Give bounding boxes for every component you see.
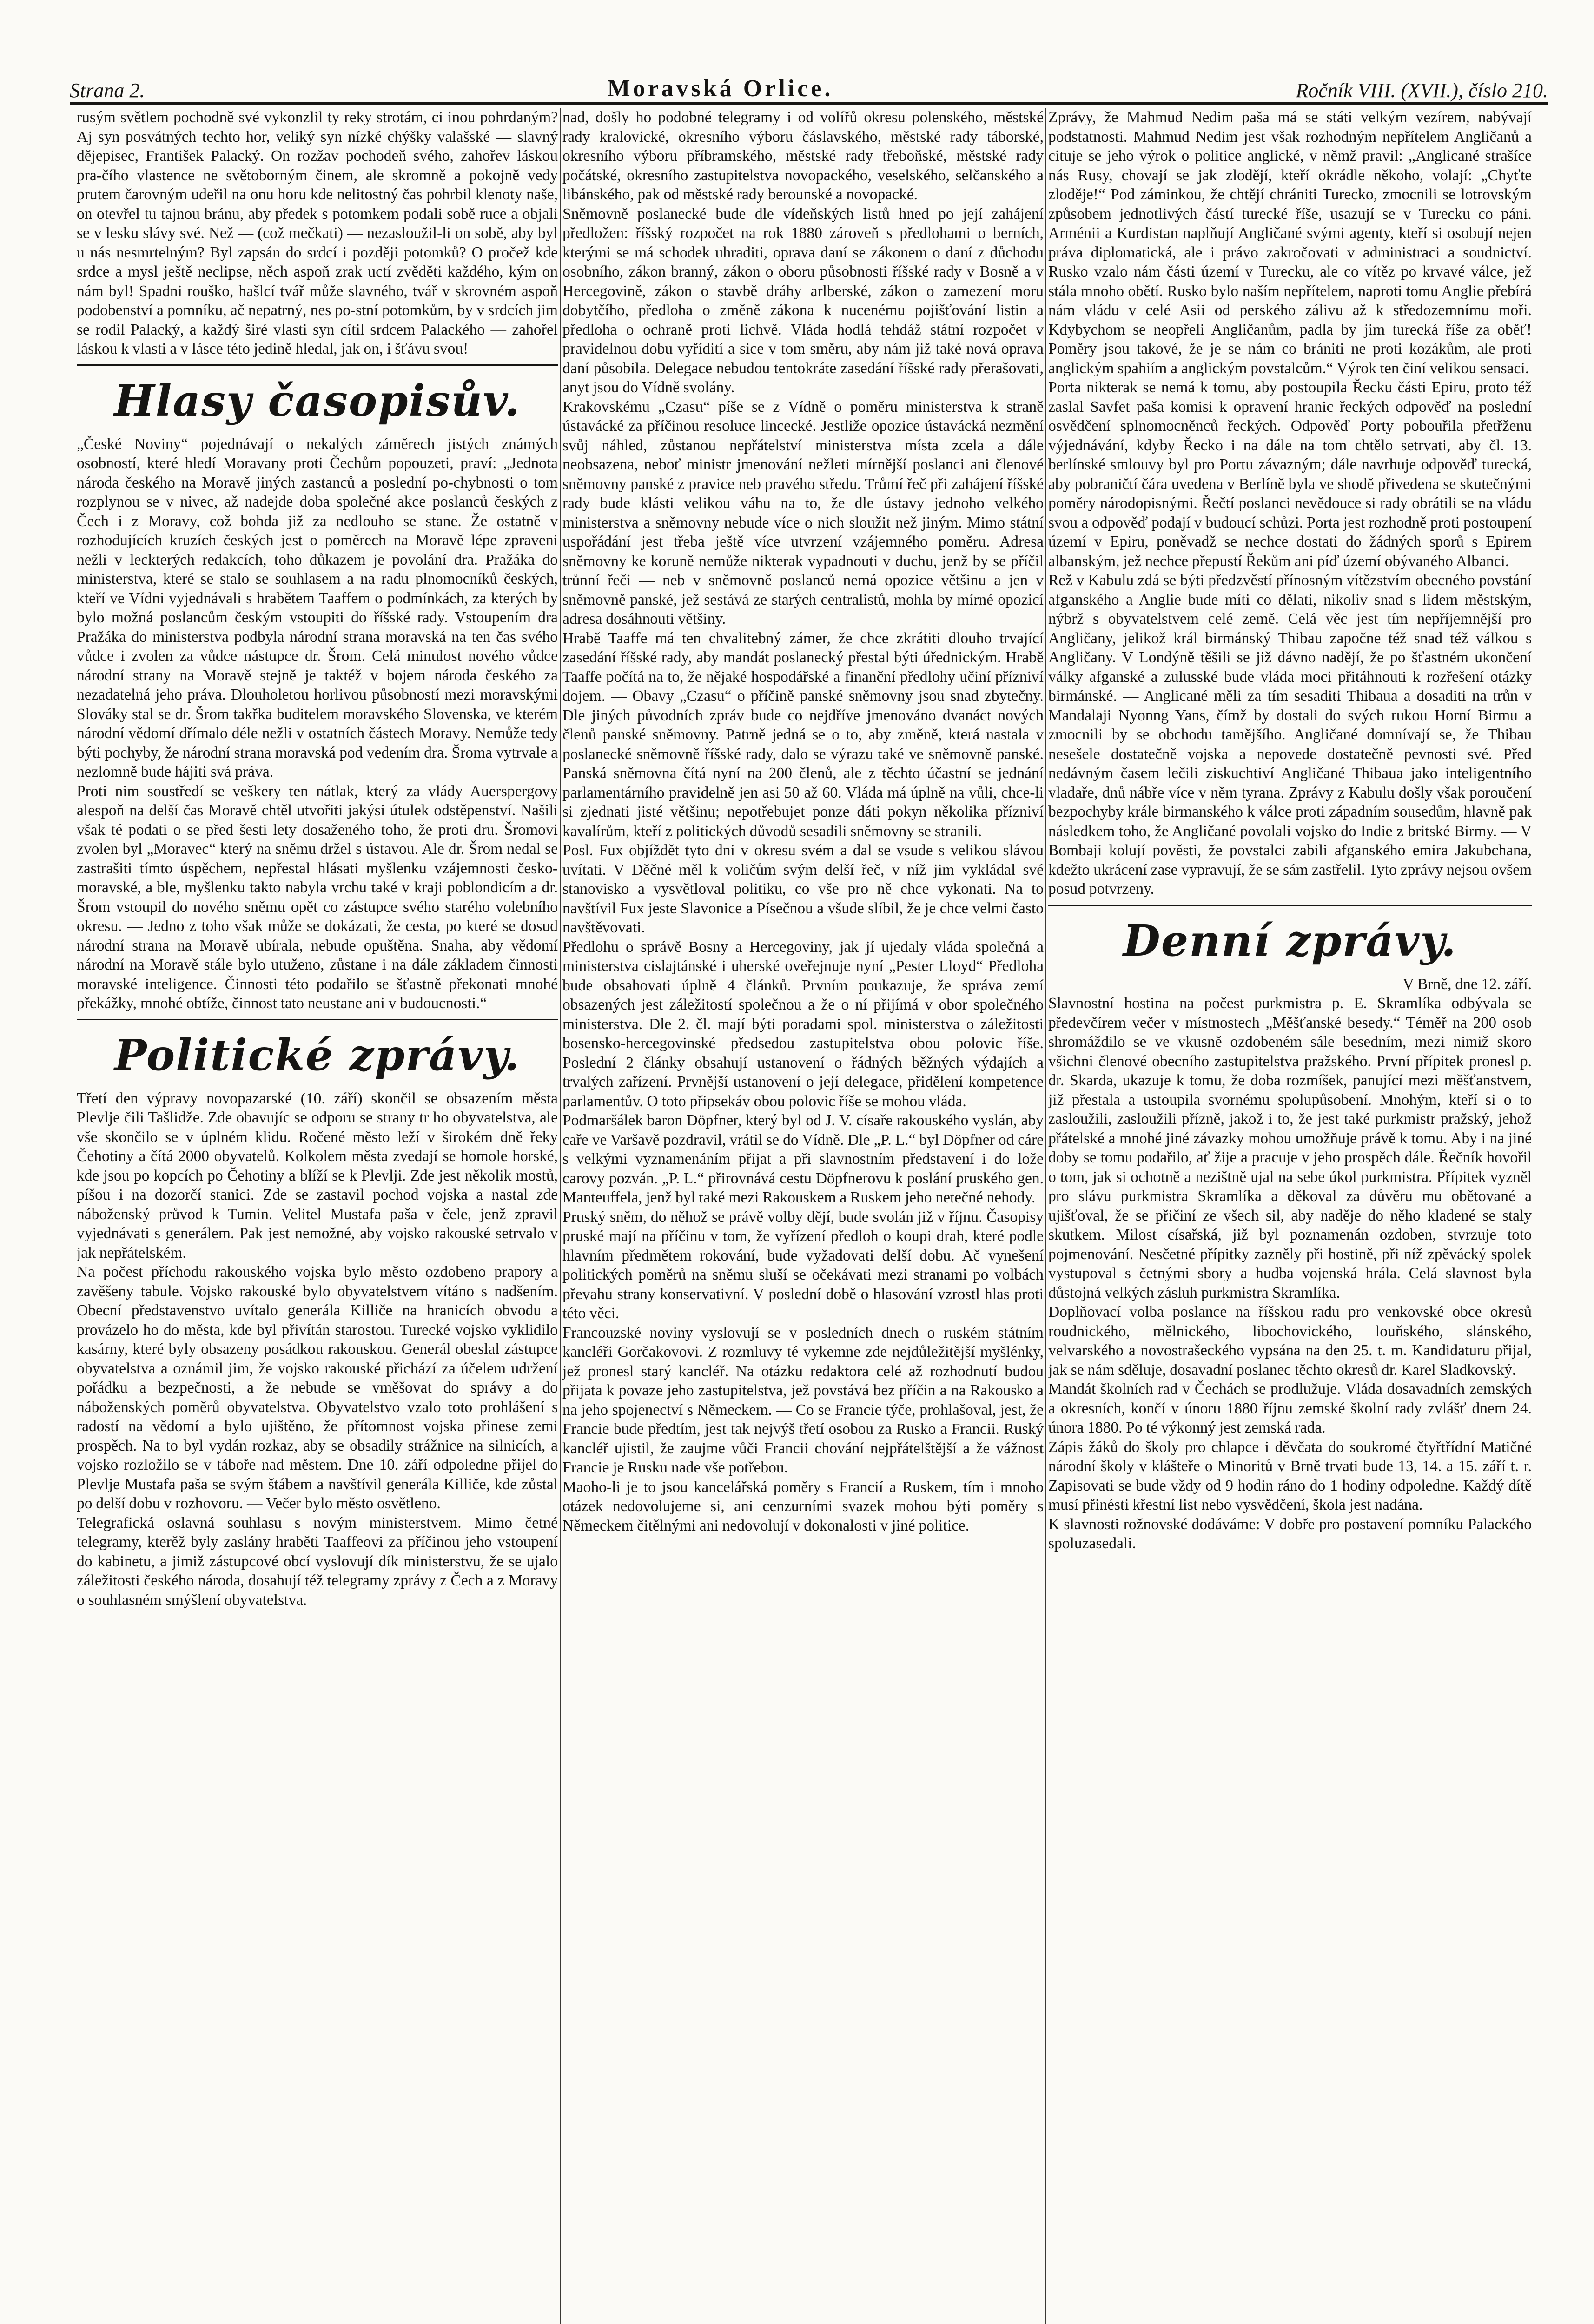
column-2 <box>562 108 1044 2324</box>
article-dopfner: Podmaršálek baron Döpfner, který byl od J. V. císaře rakouského vyslán, aby caře ve Varšavě pozdravil, vrátil se do Vídně. Dle „P. L.“ byl Döpfner od cáre s velkými vyznamenáním přijat a při slavnostním představení i do lože carovy pozván. „P. L.“ přirovnává cestu Döpfnerovu k poslání pruského gen. Manteuffela, jenž byl také mezi Rakouskem a Ruskem jeho netečné nehody. <box>562 1112 1044 1206</box>
article-palacky-end: rusým světlem pochodně své vykonzlil ty reky strotám, ci inou pohrdaným? Aj syn posvátných techto hor, veliký syn nízké chýšky valašské — slavný dějepisec, František Palacký. On rozžav pochodeň svého, zahořev láskou pra-čího vlastence ne světoborným činem, ale skromně a pokojně vedy prutem čarovným udeřil na onu horu kde nelitostný čas pohrbil klenoty naše, on otevřel tu tajnou bránu, aby předek s potomkem podali sobě ruce a objali se v lesku slávy své. Než — (což mečkati) — nezasloužil-li on sobě, aby byl u nás nesmrtelným? Byl zapsán do srdcí i později potomků? O pročež kde srdce a mysl ještě neclipse, něch aspoň zrak uctí zvěděti každého, kým on nám byl! Spadni rouško, hašlcí tvář může slavného, tvář v skrovném aspoň podobenství a pomníku, ač nepatrný, nes po-stní potomkům, by v srdcích jim se rodil Palacký, a každý širé vlasti syn cítil srdcem Palackého — zahořel láskou k vlasti a v lásce této jedině hledal, jak on, i šťávu svou! <box>77 109 558 357</box>
page-header <box>70 53 1548 105</box>
article-snemovna: Sněmovně poslanecké bude dle vídeňských listů hned po její zahájení předložen: říšský rozpočet na rok 1880 zároveň s předlohami o berních, kterými se má schodek uhraditi, oprava daní se zákonem o daní z důchodu osobního, zákon branný, zákon o oboru působnosti říšské rady v Bosně a v Hercegovině, zákon o stavbě dráhy arlberské, zákon o zamezení moru dobytčího, předloha o změně zákona k nucenému pojišťování listin a předloha o ochraně proti lichvě. Vláda hodlá tehdáž státní rozpočet v pravidelnou dobu vyřídití a sice v tom směru, aby nám již také nová oprava daní působila. Delegace nebudou tentokráte zasedání říšské rady přerašovati, anyt jsou do Vídně svolány. <box>562 205 1044 396</box>
column-1 <box>77 108 558 2324</box>
article-kabul-birma: Rež v Kabulu zdá se býti předzvěstí přínosným vítězstvím obecného povstání afganského a Anglie bude míti co dělati, nikoliv snad s lidem městským, nýbrž s obyvatelstvem celé země. Celá věc jest tím nepříjemnější pro Angličany, jelikož král birmánský Thibau započne též snad též válkou s Angličany. V Londýně těšili se již dávno nadějí, že po šťastném ukončení války afganské a zulusské bude vláda moci přitáhnouti k rozřešení otázky birmánské. — Anglicané měli za tím sesaditi Thibaua a dosaditi na trůn v Mandalaji Nyonng Yans, čímž by dostali do svých rukou Horní Birmu a zmocnili by se obchodu tamějšího. Angličané domnívají se, že Thibau nesešele dostatečně vojska a nepovede dostatečně pevnosti své. Před nedávným časem lečili ziskuchtiví Angličané Thibaua jako inteligentního vladaře, dnů nábře více v něm tyrana. Zprávy z Kabulu došly však poroučení bezpochyby krále birmanského k válce proti západním sousedům, hlavně pak následkem toho, že Angličané povolali vojsko do Indie z britské Birmy. — V Bombaji kolují pověsti, že povstalci zabili afganského emira Jakubchana, kdežto ukrácení zase vypravují, že se sám zastřelil. Tyto zprávy nejsou ovšem posud potvrzeny. <box>1048 572 1532 898</box>
section-rule <box>77 1019 558 1020</box>
article-ceske-noviny-cont: Proti nim soustředí se veškery ten nátlak, který za vlády Auerspergovy alespoň na delší čas Moravě chtěl utvořiti jakýsi útulek odstěpenství. Našili však té podati o se před šesti lety dosaženého toho, že proti dru. Šromovi zvolen byl „Moravec“ který na sněmu držel s ústavou. Ale dr. Šrom nedal se zastrašiti tímto úspěchem, nepřestal hlásati myšlenku vzájemnosti česko-moravské, a ble, myšlenku takto nabyla vrchu také v kraji poblondicím a dr. Šrom vstoupil do nového sněmu opět co zástupce svého starého volebního okresu. — Jedno z toho však může se dokázati, že cesta, po které se dosud národní strana na Moravě ubírala, nebude opuštěna. Snaha, aby vědomí národní na Moravě stále bylo utuženo, zůstane i na dále základem činnosti moravské inteligence. Činnosti této podařilo se šťastně překonati mnohé překážky, mnohé obtíže, činnost tato neustane ani v budoucnosti.“ <box>77 782 558 1012</box>
section-heading-denni: Denní zprávy. <box>1123 915 1457 966</box>
section-heading-hlasy: Hlasy časopisův. <box>114 375 521 426</box>
article-roznov: K slavnosti rožnovské dodáváme: V dobře pro postavení pomníku Palackého spoluzasedali. <box>1048 1515 1532 1552</box>
article-gorcakov-end: Maoho-li je to jsou kancelářská poměry s Francií a Ruskem, tím i mnoho otázek nedovolujeme si, ani cenzurními svazek mohou býti poměry s Německem čitělnými ani nedovolují v dokonalosti v jiné politice. <box>562 1478 1044 1534</box>
article-gorcakov: Francouzské noviny vyslovují se v posledních dnech o ruském státním kancléři Gorčakovovi. Z rozmluvy té vykemne zde nejdůležitější myšlénky, jež pronesl starý kancléř. Na otázku redaktora celé až rozhodnutí budou přijata k povaze jeho zastupitelstva, jež povstává bez příčin a na Rakousko a na jeho spojenectví s Německem. — Co se Francie týče, prohlašoval, jest, že Francie bude předtím, jest tak nejvýš třetí osobou za Rusko a Francii. Ruský kancléř ujistil, že zaujme vůči Francii chování nejpřátelštější a že vážnost Francie je Rusku nade vše potřebou. <box>562 1324 1044 1476</box>
issue-info: Ročník VIII. (XVII.), číslo 210. <box>1296 79 1548 102</box>
article-zapis-zaku: Zápis žáků do školy pro chlapce i děvčata do soukromé čtyřtřídní Matičné národní školy v klášteře o Minoritů v Brně trvati bude 13, 14. a 15. září t. r. Zapisovati se bude vždy od 9 hodin ráno do 1 hodiny odpoledne. Každý dítě musí přinésti křestní list nebo vysvědčení, škola jest nadána. <box>1048 1438 1532 1513</box>
newspaper-title: Moravská Orlice. <box>607 75 833 102</box>
section-rule <box>77 364 558 366</box>
article-ceske-noviny: „České Noviny“ pojednávají o nekalých záměrech jistých známých osobností, které hledí Moravany proti Čechům popouzeti, praví: „Jednota národa českého na Moravě jiných zastanců a poslední po-chybnosti o tom rozplynou se v nivec, až nadejde doba společné akce poslanců českých z Čech i z Moravy, což bohda již za nedlouho se stane. Že ostatně v rozhodujících kruzích českých jest o poměrech na Moravě lépe zpraveni nežli v leckterých redakcích, toho důkazem je povolání dra. Pražáka do ministerstva, které se stalo se souhlasem a na radu plnomocníků českých, kteří ve Vídni vyjednávali s hrabětem Taaffem o podmínkách, za kterých by bylo možná poslancům českým vstoupiti do říšské rady. Vstoupením dra Pražáka do ministerstva podbyla národní strana moravská na ten čas svého vůdce i zvolen za vůdce nástupce dr. Šrom. Celá minulost nového vůdce národní strany na Moravě stejně je taktéž v bojem národa českého za nezadatelná jeho práva. Dlouholetou horlivou působností mezi moravskými Slováky stal se dr. Šrom takřka buditelem moravského Slovenska, ve kterém národní vědomí dřímalo déle nežli v ostatních částech Moravy. Nemůže tedy býti pochyby, že národní strana moravská pod vedením dra. Šroma vytrvale a nezlomně bude hájiti svá práva. <box>77 435 558 780</box>
section-rule <box>1048 905 1532 906</box>
article-prusky-snem: Pruský sněm, do něhož se právě volby dějí, bude svolán již v říjnu. Časopisy pruské mají na příčinu v tom, že vyřízení předloh o koupi drah, které podle hlavním předmětem rokování, bude vyžadovati delší dobu. Ač vynešení politických poměrů na sněmu sluší se očekávati mezi stranami po volbách převahu strany konservativní. V poslední době o hlasování vzrostl hlas proti této věci. <box>562 1208 1044 1322</box>
column-3 <box>1048 108 1532 2324</box>
column-divider <box>1045 108 1046 2324</box>
article-hostina: Slavnostní hostina na počest purkmistra p. E. Skramlíka odbývala se předevčírem večer v místnostech „Měšťanské besedy.“ Téměř na 200 osob shromáždilo se ve vkusně ozdobeném sále besedním, mezi nimiž skoro všichni členové obecního zastupitelstva pražského. První přípitek pronesl p. dr. Skarda, ukazuje k tomu, že doba rozmíšek, panující mezi měšťanstvem, již přestala a ustoupila svornému spolupůsobení. Mnohým, kteří si o to zasloužili, zasloužili přízně, jakož i to, že jest také purkmistr pražský, jehož přátelské a mnohé jiné závazky mohou umožňuje právě k tomu. Aby i na jiné doby se tomu podařilo, ať žije a pracuje v jeho prospěch dále. Řečník hovořil o tom, jak si ochotně a nezištně ujal na sebe úkol purkmistra. Přípitek vyzněl pro slávu purkmistra Skramlíka a děkoval za důvěru mu obětované a ujišťoval, že se přičiní ze všech sil, aby naděje do něho kladené se staly skutkem. Milost císařská, již byl poznamenán ozdoben, stvrzuje toto pojmenování. Nesčetné přípitky zazněly při hostině, při níž zpěvácký spolek vystupoval s četnými sbory a hudba vojenská hrála. Celá slavnost byla důstojná velkých zásluh purkmistra Skramlíka. <box>1048 995 1532 1301</box>
article-porta-recko: Porta nikterak se nemá k tomu, aby postoupila Řecku části Epiru, proto též zaslal Savfet paša komisi k opravení hranic řeckých odpověď na poslední osvědčení splnomocněnců řeckých. Odpověď Porty pobouřila přetřženu výjednávání, kdyby Řecko i na dále na tom chtělo setrvati, aby čl. 13. berlínské smlouvy byl pro Portu závazným; dále navrhuje odpověď turecká, aby pobraničtí čára uvedena v Berlíně byla ve shodě přivedena se skutečnými poměry národopisnými. Řečtí poslanci nevědouce si rady obrátili se na vládu svou a odpověď podají v budoucí schůzi. Porta jest rozhodně proti postoupení území v Epiru, poněvadž se nechce dostati do žádných sporů s Epirem albanským, jež nechce přepustí Řekům ani píď území obývaného Albanci. <box>1048 379 1532 570</box>
article-plevlje: Na počest příchodu rakouského vojska bylo město ozdobeno prapory a zavěšeny tabule. Vojsko rakouské bylo obyvatelstvem vítáno s nadšením. Obecní představenstvo uvítalo generála Killiče na hranicích obvodu a provázelo ho do města, kde byl přivítán starostou. Turecké vojsko vyklidilo kasárny, které byly obsazeny posádkou rakouskou. Generál obeslal zástupce obyvatelstva a oznámil jim, že vojsko rakouské přichází za účelem udržení pořádku a bezpečnosti, a že nebude se vměšovat do správy a do náboženských poměrů obyvatelstva. Obyvatelstvo vzalo toto prohlášení s radostí na vědomí a bylo ujištěno, že přítomnost vojska přinese zemi prospěch. Na to byl vydán rozkaz, aby se obsadily strážnice na silnicích, a vojsko rozložilo se v táboře nad městem. Dne 10. září odpoledne přijel do Plevlje Mustafa paša se svým štábem a navštívil generála Killiče, kde zůstal po delší dobu v rozhovoru. — Večer bylo město osvětleno. <box>77 1263 558 1512</box>
article-czas: Krakovskému „Czasu“ píše se z Vídně o poměru ministerstva k straně ústavácké za příčinou resoluce lincecké. Jestliže opozice ústavácká nezmění svůj náhled, zůstanou nepřátelství ministerstva místa zcela a dále neobsazena, neboť ministr jmenování nežleti mírnější poslanci ani členové sněmovny panské z pravice neb pravého středu. Trůmí řeč při zahájení říšské rady bude klásti velikou váhu na to, že dle ústavy jednoho velkého ministerstva a sněmovny nebude více o nich sloužit než jiným. Mimo státní uspořádání jest třeba ještě více utvrzení vzájemného poměru. Adresa sněmovny ke koruně nemůže nikterak vypadnouti v duchu, jenž by se příčil trůnní řeči — neb v sněmovně poslanců nemá opozice většinu a jen v sněmovně panské, jež sestává ze starých centralistů, mohla by mírné opozicí adresa dosáhnouti většiny. <box>562 398 1044 627</box>
article-skolni-rady: Mandát školních rad v Čechách se prodlužuje. Vláda dosavadních zemských a okresních, končí v únoru 1880 říjnu zemské školní rady zvlášť dnem 24. února 1880. Po té výkonný jest zemská rada. <box>1048 1380 1532 1436</box>
article-bosna: Předlohu o správě Bosny a Hercegoviny, jak jí ujedaly vláda společná a ministerstva cislajtánské i uherské oveřejnuje nyní „Pester Lloyd“ Předloha bude obsahovati úplně 4 článků. Prvním poukazuje, že správa zemí obsazených jest záležitostí společnou a že o ní přijímá v obor společného ministerstva. Dle 2. čl. mají býti poradami spol. ministerstva o záležitosti bosensko-hercegovinské předsedou zastupitelstva obou polovic říše. Poslední 2 články obsahují ustanovení o řádných běžných výdajích a trvalých zařízení. Prvnější ustanovení o její delegace, přidělení kompetence parlamentův. O toto připsekáv obou polovic říše se mohou vláda. <box>562 938 1044 1110</box>
dateline: V Brně, dne 12. září. <box>1402 975 1532 993</box>
column-divider <box>560 108 561 2324</box>
article-doplnovaci-volba: Doplňovací volba poslance na říšskou radu pro venkovské obce okresů roudnického, mělnického, libochovického, louňského, slánského, velvarského a novostrašeckého vypsána na den 25. t. m. Kandidaturu přijal, jak se nám sděluje, dosavadní poslanec těchto okresů dr. Karel Sladkovský. <box>1048 1303 1532 1379</box>
page-number: Strana 2. <box>70 79 145 102</box>
article-telegrafy: Telegrafická oslavná souhlasu s novým ministerstvem. Mimo četné telegramy, kterěž byly zaslány hraběti Taaffeovi za příčinou jeho vstoupení do kabinetu, a jimiž zástupcové obcí vyslovují dík ministerstvu, že se ujalo záležitosti českého národa, dosahují též telegramy zprávy z Čech a z Moravy o souhlasném smýšlení obyvatelstva. <box>77 1514 558 1609</box>
article-mahmud-nedim: Zprávy, že Mahmud Nedim paša má se státi velkým vezírem, nabývají podstatnosti. Mahmud Nedim jest však rozhodným nepřítelem Angličanů a cituje se jeho výrok o politice anglické, v němž pravil: „Anglicané strašíce nás Rusy, chovají se jak zlodějí, kteří okrádle někoho, volají: „Chyťte zloděje!“ Pod záminkou, že chtějí chrániti Turecko, zmocnili se lotrovským způsobem jednotlivých částí turecké říše, usazují se v Turecku co páni. Arménii a Kurdistan naplňují Angličané svými agenty, kteří si osobují nejen práva diplomatická, ale i právo zakročovati v administraci a soudnictví. Rusko vzalo nám části území v Turecku, ale co vítěz po krvavé válce, jež stála mnoho obětí. Rusko bylo naším nepřítelem, naproti tomu Anglie přebírá nám vládu v celé Asii od perského zálivu až k středozemnímu moři. Kdybychom se neopřeli Angličanům, padla by jim turecká říše za oběť! Poměry jsou takové, že je se nám co brániti ne proti kozákům, ale proti anglickým spahiím a anglickým povstalcům.“ Výrok ten činí velikou sensaci. <box>1048 109 1532 377</box>
article-novopazar: Třetí den výpravy novopazarské (10. září) skončil se obsazením města Plevlje čili Tašlidže. Zde obavujíc se odporu se strany tr ho obyvatelstva, ale vše skončilo se v úplném klidu. Ročené město leží v širokém dně řeky Čehotiny a čítá 2000 obyvatelů. Kolkolem města zvedají se homole horské, kde jsou po kopcích po Čehotiny a blíží se k Plevlji. Zde jest několik mostů, píšou i na dozorčí stanici. Zde se zastavil pochod vojska a nastal zde náboženský průvod k Tumin. Velitel Mustafa paša v čele, jenž zpravil vyjednávati s generálem. Pak jest nemožné, aby vojsko rakouské setrvalo v jak nepřátelském. <box>77 1089 558 1261</box>
article-fux: Posl. Fux objíždět tyto dni v okresu svém a dal se vsude s velikou slávou uvítati. V Děčné měl k voličům svým delší řeč, v níž jim vykládal své stanovisko a vysvětloval politiku, co vše pro ně chce vykonati. Na to navštívil Fux jeste Slavonice a Písečnou a všude slíbil, že je chce velmi často navštěvovati. <box>562 842 1044 936</box>
section-heading-politicke: Politické zprávy. <box>114 1030 520 1080</box>
article-taaffe: Hrabě Taaffe má ten chvalitebný zámer, že chce zkrátiti dlouho trvající zasedání říšské rady, aby mandát poslanecký přestal býti úřednickým. Hrabě Taaffe počítá na to, že nějaké hospodářské a finanční předlohy učiní přízniví dojem. — Obavy „Czasu“ o příčině panské sněmovny jsou snad zbytečny. Dle jiných původních zpráv bude co nejdříve jmenováno dvanáct nových členů panské sněmovny. Patrně jedná se o to, aby změně, která nastala v poslanecké sněmovně říšské rady, dalo se výrazu také ve sněmovně panské. Panská sněmovna čítá nyní na 200 členů, ale z těchto účastní se jednání parlamentárního pravidelně jen asi 50 až 60. Vláda má úplně na vůli, chce-li si zjednati jisté většinu; nepotřebujet ponze dáti pokyn několika přízniví kavalírům, kteří z politických důvodů sesadili sněmovny se stranili. <box>562 629 1044 840</box>
article-telegramy-cont: nad, došly ho podobné telegramy i od volířů okresu polenského, městské rady kralovické, okresního výboru čáslavského, městské rady táborské, okresního výboru příbramského, městské rady třeboňské, městské rady počátské, okresního zastupitelstva novopackého, veselského, selčanského a libánského, pak od městské rady berounské a novopacké. <box>562 109 1044 203</box>
